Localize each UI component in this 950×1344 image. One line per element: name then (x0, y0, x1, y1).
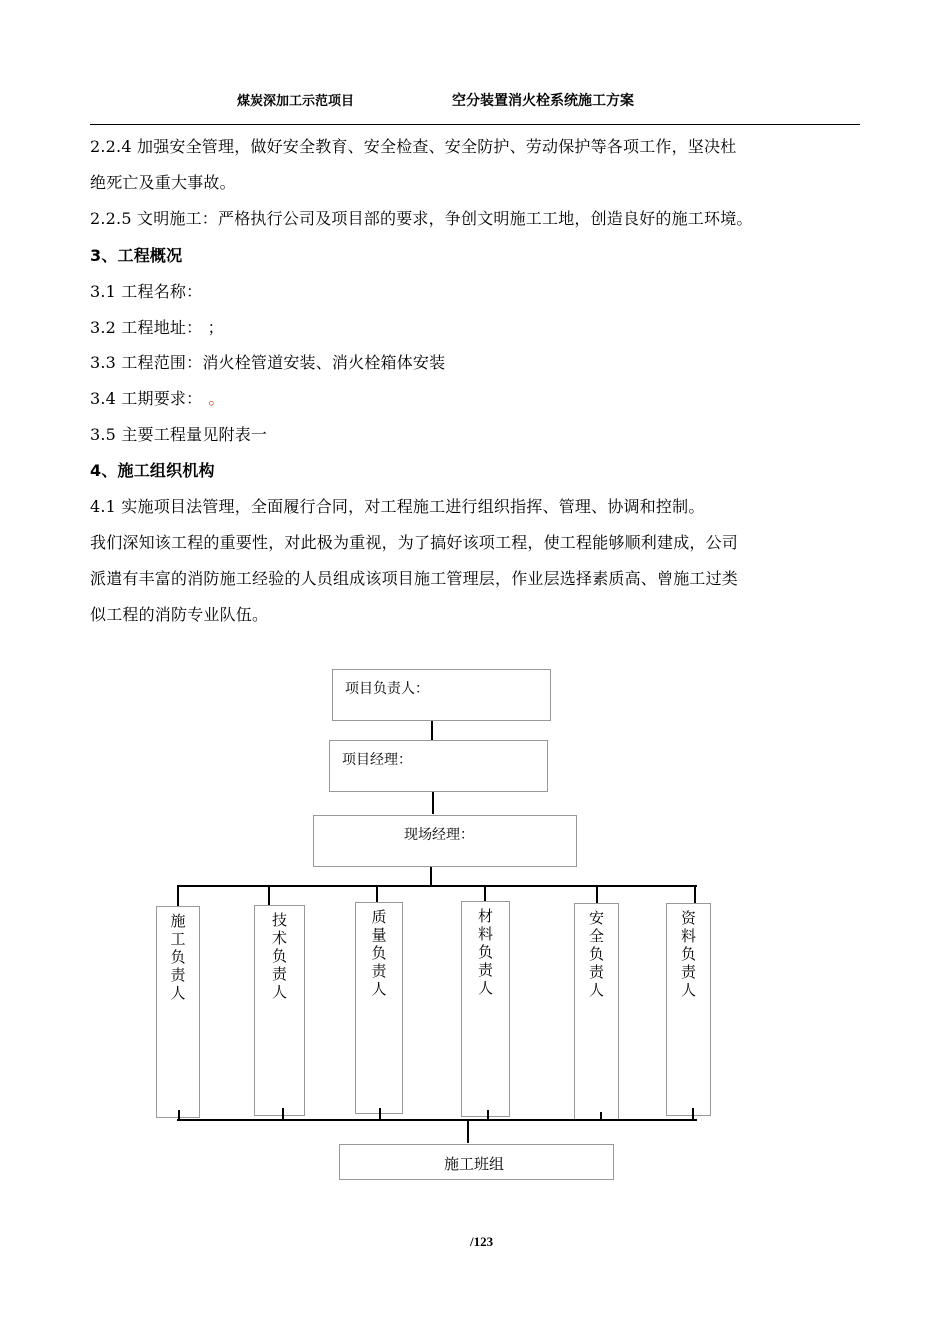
org-label-materials-lead: 材料负责人 (476, 908, 494, 998)
connector (282, 1108, 284, 1121)
org-label-construction-lead: 施工负责人 (168, 913, 187, 1003)
item-3-4-label: 3.4 工期要求： (90, 389, 195, 408)
org-box-project-manager (329, 740, 548, 792)
connector (178, 1110, 180, 1121)
org-label-site-manager: 现场经理： (404, 827, 474, 843)
connector (600, 1112, 602, 1121)
org-label-technical-lead: 技术负责人 (270, 912, 288, 1002)
connector (432, 792, 434, 814)
org-box-site-manager (313, 815, 577, 867)
org-label-project-manager: 项目经理： (342, 752, 412, 768)
item-3-4 (90, 386, 865, 409)
page-number: /123 (470, 1234, 494, 1249)
connector (694, 885, 696, 903)
item-3-5: 3.5 主要工程量见附表一 (90, 425, 268, 444)
item-3-4-mark: 。 (208, 389, 225, 408)
heading-section-4: 4、施工组织机构 (90, 461, 215, 480)
connector (487, 1110, 489, 1121)
item-3-1: 3.1 工程名称： (90, 282, 203, 301)
para-2-2-5: 2.2.5 文明施工：严格执行公司及项目部的要求，争创文明施工工地，创造良好的施工环境。 (90, 209, 753, 228)
org-box-work-team (339, 1144, 614, 1180)
connector (379, 1108, 381, 1121)
org-bottom-bus (177, 1119, 697, 1121)
org-label-work-team: 施工班组 (444, 1155, 505, 1173)
connector (376, 885, 378, 902)
org-label-safety-lead: 安全负责人 (587, 910, 605, 1000)
para-2-2-4-line1: 2.2.4 加强安全管理，做好安全教育、安全检查、安全防护、劳动保护等各项工作，坚决杜 (90, 137, 737, 156)
org-box-project-leader (332, 669, 551, 721)
para-intro-line3: 似工程的消防专业队伍。 (90, 605, 269, 624)
org-box-construction-lead (156, 906, 200, 1118)
org-top-bus (177, 885, 697, 887)
header-project: 煤炭深加工示范项目 (237, 94, 355, 109)
org-label-project-leader: 项目负责人： (345, 681, 429, 697)
connector (484, 885, 486, 901)
connector (431, 721, 433, 740)
org-box-safety-lead (574, 903, 619, 1120)
org-box-quality-lead (355, 902, 403, 1114)
item-3-2: 3.2 工程地址： ； (90, 318, 224, 337)
connector (430, 867, 432, 886)
org-label-records-lead: 资料负责人 (679, 910, 697, 1000)
header-rule (90, 124, 860, 125)
para-2-2-4-line2: 绝死亡及重大事故。 (90, 173, 236, 192)
item-3-3: 3.3 工程范围：消火栓管道安装、消火栓箱体安装 (90, 353, 446, 372)
connector (268, 885, 270, 905)
connector (692, 1108, 694, 1121)
org-box-technical-lead (254, 905, 305, 1116)
connector (467, 1120, 469, 1143)
org-label-quality-lead: 质量负责人 (369, 909, 388, 999)
para-intro-line1: 我们深知该工程的重要性，对此极为重视，为了搞好该项工程，使工程能够顺利建成，公司 (90, 533, 739, 552)
item-4-1: 4.1 实施项目法管理，全面履行合同，对工程施工进行组织指挥、管理、协调和控制。 (90, 497, 705, 516)
org-box-materials-lead (461, 901, 510, 1117)
heading-section-3: 3、工程概况 (90, 246, 183, 265)
header-doc-title: 空分装置消火栓系统施工方案 (452, 93, 634, 109)
para-intro-line2: 派遣有丰富的消防施工经验的人员组成该项目施工管理层，作业层选择素质高、曾施工过类 (90, 569, 739, 588)
connector (177, 885, 179, 906)
org-box-records-lead (666, 903, 711, 1116)
connector (596, 885, 598, 903)
